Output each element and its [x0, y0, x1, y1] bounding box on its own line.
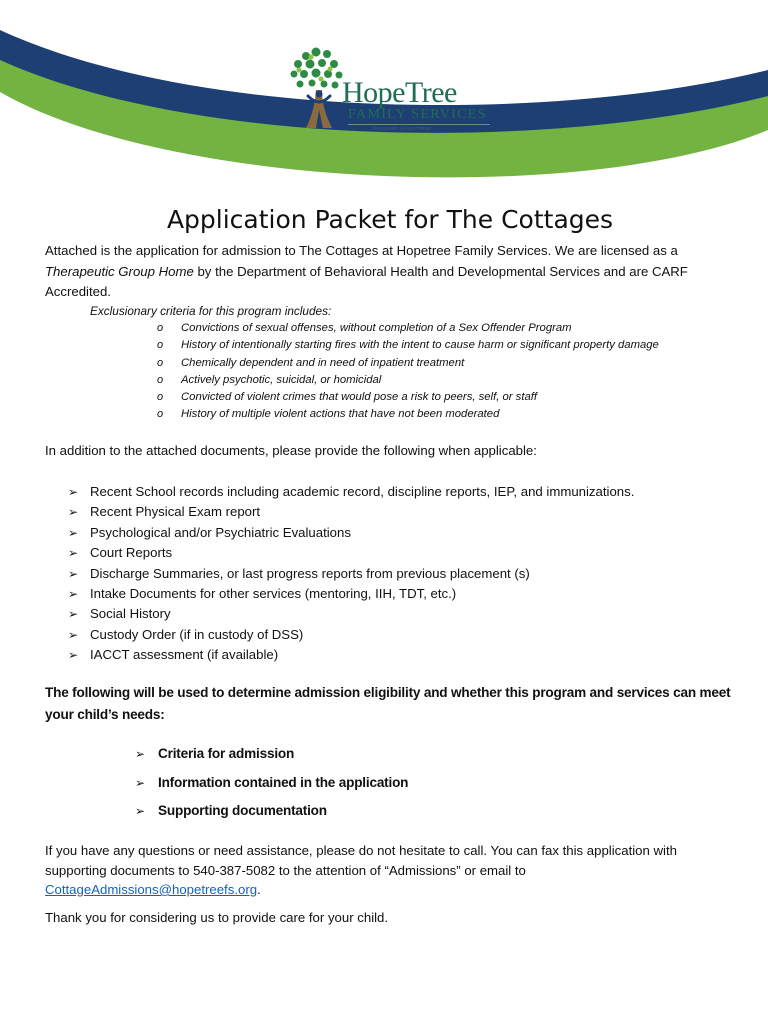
- list-item: [157, 337, 659, 354]
- brand-name: HopeTree: [342, 76, 457, 109]
- list-item: [135, 743, 408, 772]
- closing-text: Thank you for considering us to provide care for your child.: [45, 910, 389, 925]
- eligibility-text: Supporting documentation: [158, 803, 327, 818]
- list-item: [68, 564, 634, 584]
- intro-text-1: Attached is the application for admission to The Cottages at Hopetree Family Services. We are licensed as a: [45, 243, 678, 258]
- arrow-bullet-icon: ➢: [68, 546, 79, 561]
- eligibility-text: Criteria for admission: [158, 746, 295, 761]
- eligibility-text: Information contained in the application: [158, 774, 409, 790]
- arrow-bullet-icon: ➢: [68, 627, 79, 642]
- arrow-bullet-icon: ➢: [68, 607, 79, 622]
- list-item: [157, 406, 659, 423]
- additional-docs-list: [68, 482, 634, 666]
- page-title: Application Packet for The Cottages: [166, 205, 614, 234]
- list-item: [68, 645, 634, 665]
- circle-bullet-icon: o: [157, 373, 164, 386]
- circle-bullet-icon: o: [157, 391, 164, 404]
- doc-text: IACCT assessment (if available): [90, 647, 279, 663]
- arrow-bullet-icon: ➢: [68, 648, 79, 663]
- intro-text-2: by the Department of Behavioral Health and Developmental Services and are CARF Accredited.: [45, 263, 688, 299]
- contact-paragraph: [45, 841, 735, 900]
- list-item: [68, 523, 634, 543]
- list-item: [157, 372, 659, 389]
- hopetree-logo: [286, 44, 496, 140]
- doc-text: Discharge Summaries, or last progress reports from previous placement (s): [90, 565, 530, 581]
- arrow-bullet-icon: ➢: [135, 775, 145, 790]
- list-item: [157, 355, 659, 372]
- exclusionary-heading: Exclusionary criteria for this program includes:: [90, 304, 332, 318]
- circle-bullet-icon: o: [157, 408, 164, 421]
- list-item: [68, 625, 634, 645]
- arrow-bullet-icon: ➢: [68, 586, 79, 601]
- criteria-text: Chemically dependent and in need of inpatient treatment: [181, 356, 465, 369]
- exclusionary-list: [157, 320, 659, 424]
- doc-text: Psychological and/or Psychiatric Evaluations: [90, 524, 351, 540]
- doc-text: Custody Order (if in custody of DSS): [90, 626, 304, 642]
- contact-text: If you have any questions or need assistance, please do not hesitate to call. You can fax this application with supporting documents to 540-387-5082 to the attention of “Admissions” or email to: [45, 843, 677, 878]
- list-item: [68, 543, 634, 563]
- doc-text: Intake Documents for other services (mentoring, IIH, TDT, etc.): [90, 585, 457, 601]
- doc-text: Recent School records including academic record, discipline reports, IEP, and immunizations.: [90, 484, 635, 499]
- list-item: [157, 320, 659, 337]
- arrow-bullet-icon: ➢: [135, 804, 145, 818]
- list-item: [68, 482, 634, 502]
- arrow-bullet-icon: ➢: [68, 566, 79, 581]
- list-item: [135, 772, 408, 801]
- arrow-bullet-icon: ➢: [68, 505, 79, 520]
- brand-divider: [348, 124, 490, 125]
- email-link[interactable]: CottageAdmissions@hopetreefs.org: [45, 882, 258, 897]
- list-item: [157, 389, 659, 406]
- list-item: [68, 584, 634, 604]
- list-item: [68, 604, 634, 624]
- intro-italic: Therapeutic Group Home: [45, 263, 194, 279]
- list-item: [68, 502, 634, 522]
- doc-text: Recent Physical Exam report: [90, 504, 261, 520]
- circle-bullet-icon: o: [157, 356, 164, 369]
- arrow-bullet-icon: ➢: [135, 747, 145, 761]
- arrow-bullet-icon: ➢: [68, 525, 79, 540]
- list-item: [135, 800, 408, 829]
- intro-paragraph: [45, 241, 735, 303]
- criteria-text: History of multiple violent actions that have not been moderated: [181, 408, 500, 421]
- contact-period: .: [257, 882, 261, 897]
- criteria-text: Convicted of violent crimes that would pose a risk to peers, self, or staff: [181, 391, 538, 404]
- criteria-text: Actively psychotic, suicidal, or homicidal: [181, 373, 382, 386]
- arrow-bullet-icon: ➢: [68, 485, 79, 499]
- additional-docs-intro: In addition to the attached documents, please provide the following when applicable:: [45, 443, 537, 458]
- eligibility-intro: The following will be used to determine admission eligibility and whether this program and services can meet your child’s needs:: [45, 685, 731, 722]
- doc-text: Court Reports: [90, 545, 173, 561]
- circle-bullet-icon: o: [157, 322, 164, 334]
- eligibility-list: [135, 743, 408, 829]
- criteria-text: History of intentionally starting fires with the intent to cause harm or significant property damage: [181, 339, 659, 352]
- brand-subtitle: FAMILY SERVICES: [348, 107, 487, 122]
- brand-tagline: Therapeutic Group Homes: [372, 126, 431, 132]
- doc-text: Social History: [90, 606, 171, 622]
- circle-bullet-icon: o: [157, 339, 164, 352]
- criteria-text: Convictions of sexual offenses, without completion of a Sex Offender Program: [181, 322, 572, 334]
